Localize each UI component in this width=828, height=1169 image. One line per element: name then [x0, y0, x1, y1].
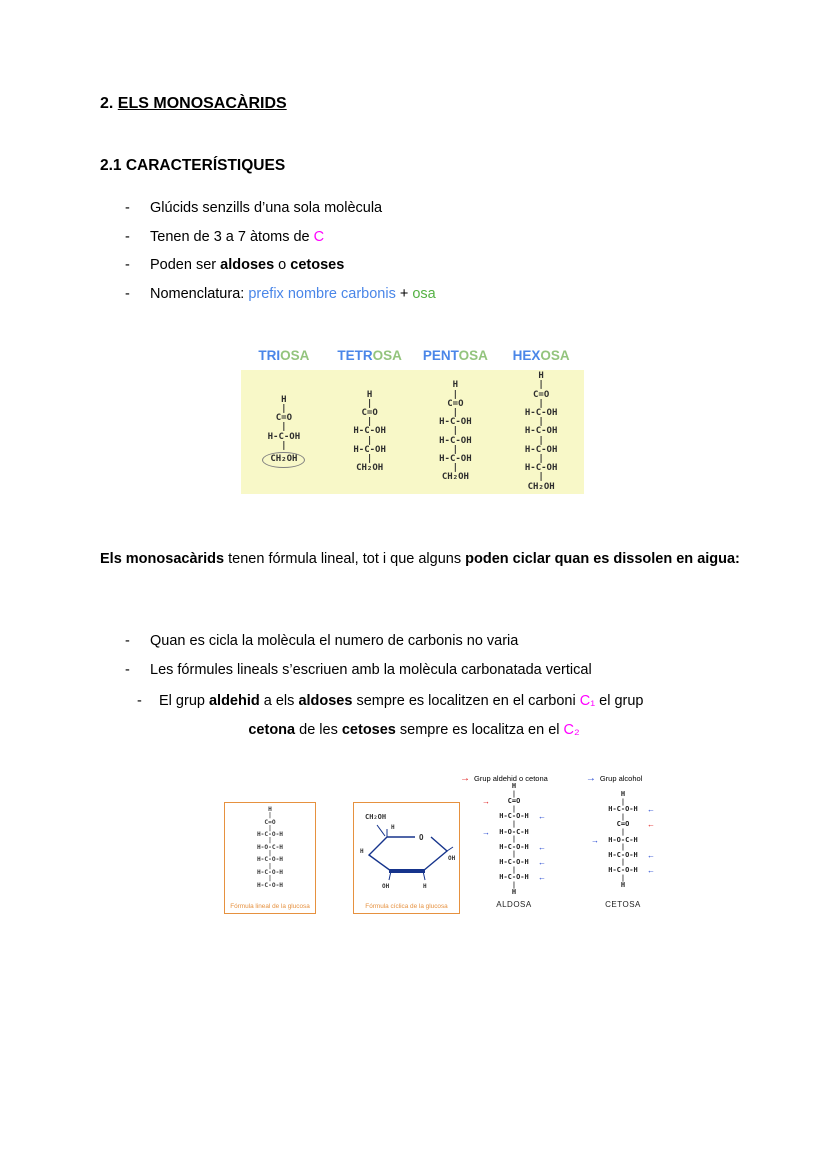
figure-cetosa: H | H-C-O-H ← | C=O ← | → H-O-C-H | H-C-O-H ← | H-C-O-H ← | H [591, 790, 655, 890]
bullet-text: Glúcids senzills d’una sola molècula [150, 200, 383, 216]
aldosa-label: ALDOSA [496, 900, 532, 909]
blue-arrow-icon: → [585, 772, 596, 784]
bullet-dash: - [137, 693, 142, 709]
bullet-dash: - [125, 200, 130, 216]
header-tetrosa: TETROSA [337, 348, 402, 363]
cyclic-glucose-diagram [357, 807, 457, 895]
figure-cyclic-glucose [353, 802, 460, 914]
list-item [125, 198, 745, 218]
cetosa-label: CETOSA [605, 900, 641, 909]
formula-column-pentosa: H | C=O | H-C-OH | H-C-OH | H-C-OH | CH₂OH [439, 380, 472, 483]
oh-label: OH [381, 883, 389, 890]
h-label: H [390, 824, 395, 831]
characteristics-list [125, 198, 745, 312]
sugar-chart-box [241, 370, 584, 494]
bullet-dash: - [125, 228, 130, 245]
h-label: H [422, 883, 427, 890]
figure-linear-glucose [224, 802, 316, 914]
ring-oxygen-label: O [418, 833, 424, 842]
aldehid-note-line1 [137, 691, 757, 711]
bullet-text: Poden ser aldoses o cetoses [150, 257, 345, 274]
header-pentosa: PENTOSA [422, 348, 488, 363]
bullet-dash: - [125, 285, 130, 302]
legend-item-aldehid [460, 774, 548, 783]
bullet-dash: - [125, 633, 130, 649]
cycling-list [125, 631, 765, 688]
section-title: 2.1 CARACTERÍSTIQUES [100, 157, 286, 174]
figure-caption: Fórmula lineal de la glucosa [230, 903, 310, 910]
list-item [125, 660, 765, 680]
header-triosa: TRIOSA [258, 348, 310, 363]
bullet-text: Tenen de 3 a 7 àtoms de C [150, 228, 325, 245]
bullet-text: Nomenclatura: prefix nombre carbonis + osa [150, 285, 436, 302]
sugar-chart-headers [241, 348, 584, 363]
bullet-text: Les fórmules lineals s’escriuen amb la molècula carbonatada vertical [150, 661, 592, 678]
bullet-text: Quan es cicla la molècula el numero de carbonis no varia [150, 633, 519, 649]
bullet-dash: - [125, 661, 130, 678]
figure-legend [460, 774, 642, 783]
formula-column-triosa: H | C=O | H-C-OH | CH₂OH [241, 396, 327, 468]
formula-column-tetrosa: H | C=O | H-C-OH | H-C-OH | CH₂OH [353, 389, 386, 474]
note-text: El grup aldehid a els aldoses sempre es localitzen en el carboni C₁ el grup [159, 693, 644, 709]
figure-aldosa: H | → C=O | H-C-O-H ← | → H-O-C-H | H-C-O-H ← | H-C-O-H ← | H-C-O-H ← | H [482, 782, 546, 897]
page-title-text: ELS MONOSACÀRIDS [117, 95, 287, 112]
legend-label: Grup alcohol [599, 774, 643, 783]
oh-label: OH [447, 855, 455, 862]
red-arrow-icon: → [460, 772, 470, 784]
h-label: H [359, 848, 364, 855]
header-hexosa: HEXOSA [512, 348, 570, 363]
legend-item-alcohol [586, 774, 643, 783]
bullet-dash: - [125, 257, 130, 274]
ch2oh-label: CH₂OH [364, 813, 386, 821]
list-item [125, 227, 745, 247]
figure-caption: Fórmula cíclica de la glucosa [365, 903, 448, 910]
page-title [100, 95, 287, 113]
list-item [125, 284, 745, 304]
legend-label: Grup aldehid o cetona [474, 774, 548, 783]
formula-column-hexosa: H | C=O | H-C-OH | H-C-OH | H-C-OH | H-C-OH | CH₂OH [524, 371, 558, 492]
sugar-chart-figure [241, 348, 584, 494]
list-item [125, 255, 745, 275]
list-item [125, 631, 765, 651]
intro-paragraph: Els monosacàrids tenen fórmula lineal, tot i que alguns poden ciclar quan es dissolen en aigua: [100, 551, 740, 567]
page-title-number: 2. [100, 95, 118, 112]
linear-glucose-formula: H | C=O | H-C-O-H | H-O-C-H | H-C-O-H | H-C-O-H | H-C-O-H [256, 806, 284, 889]
aldehid-note-line2: cetona de les cetoses sempre es localitza en el C₂ [248, 722, 580, 738]
